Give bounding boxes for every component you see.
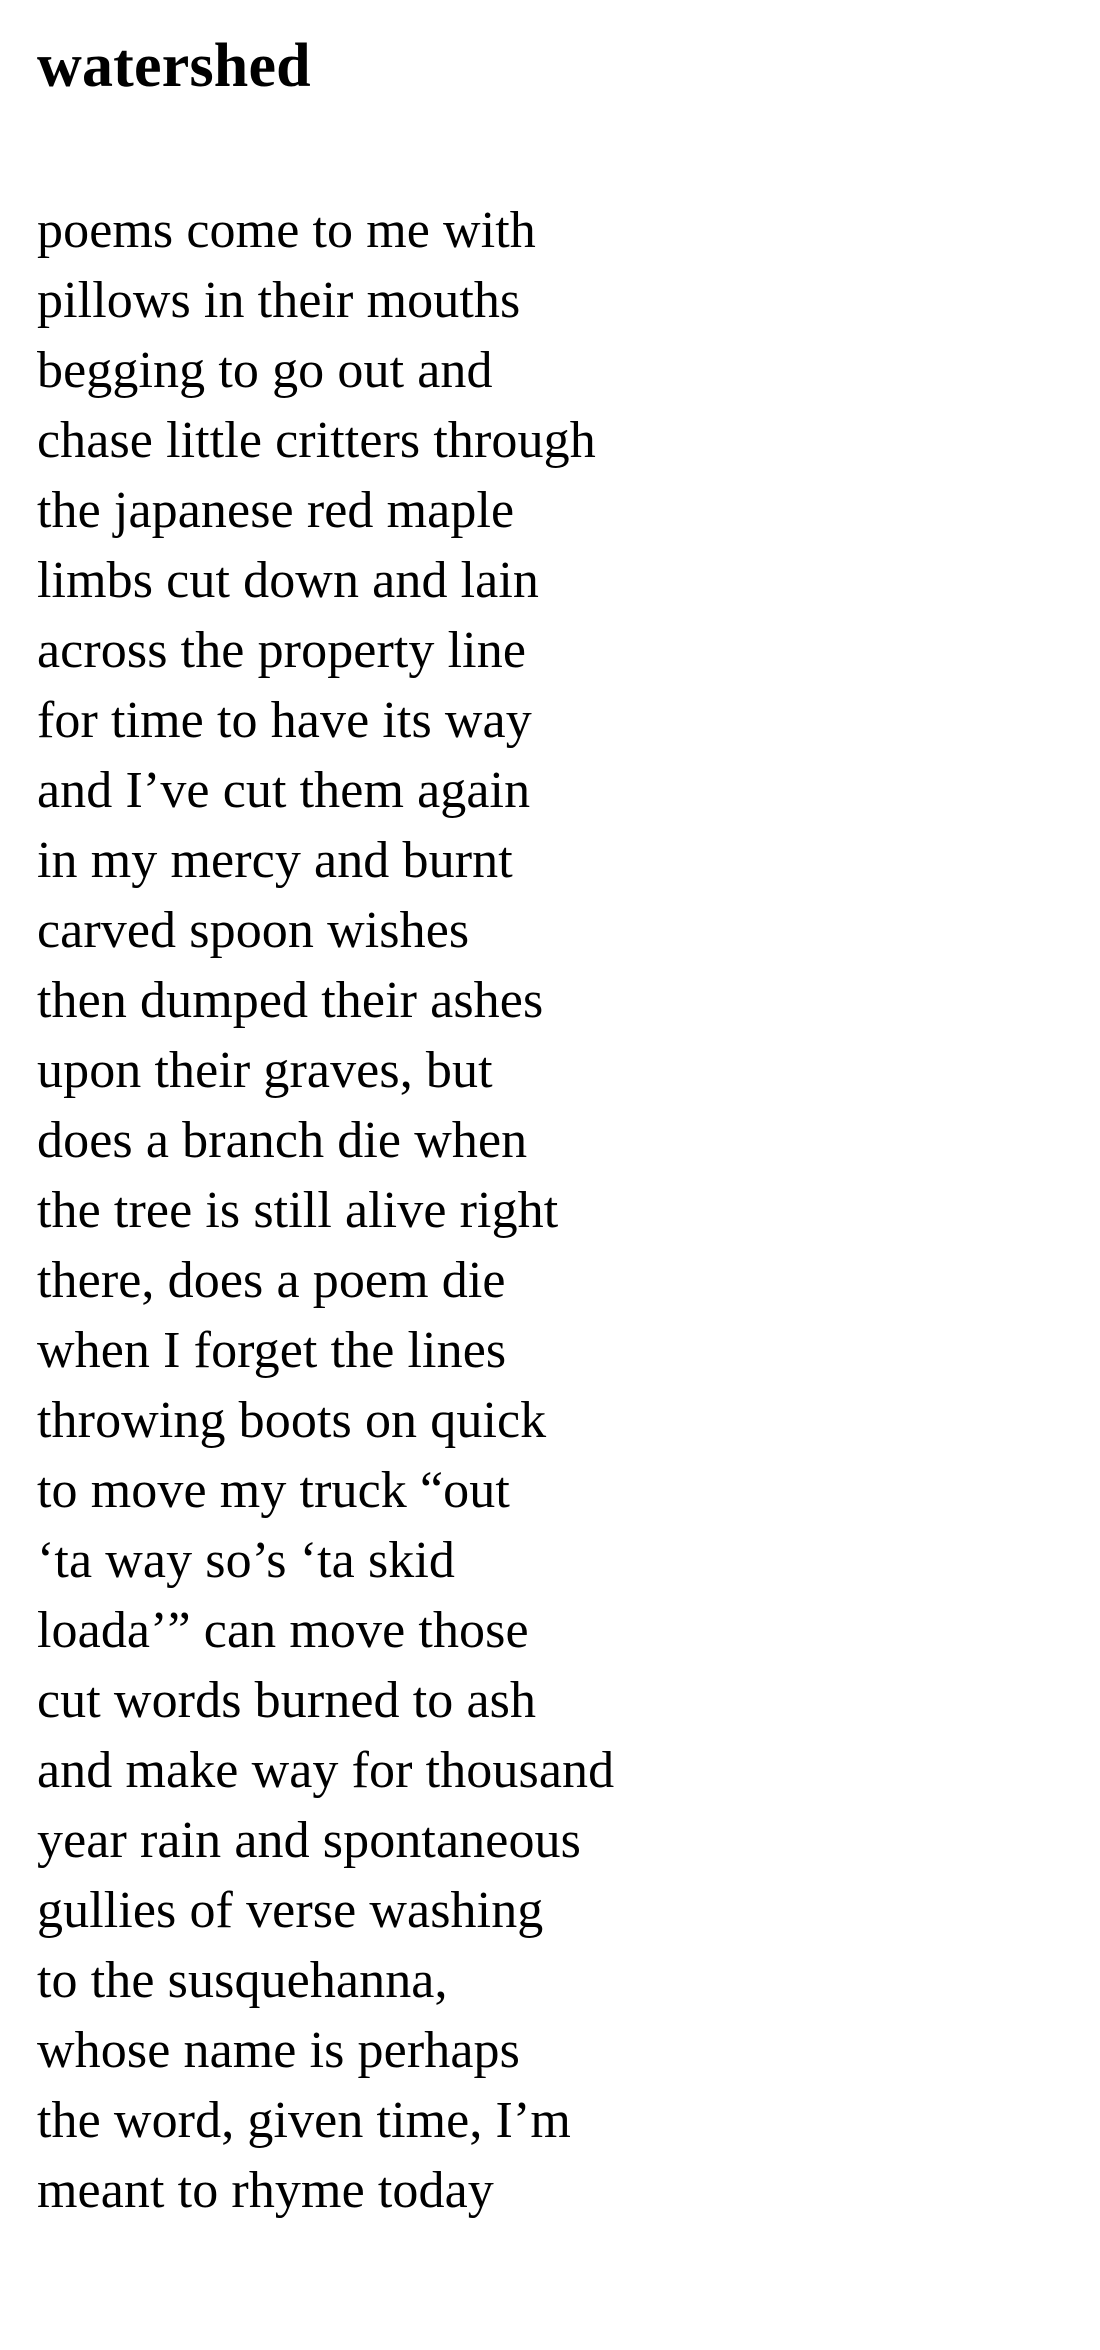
poem-line: upon their graves, but [37,1042,493,1099]
poem-line: in my mercy and burnt [37,832,513,889]
poem-line: begging to go out and [37,342,493,399]
poem-line: meant to rhyme today [37,2162,494,2219]
poem-line: to the susquehanna, [37,1952,448,2009]
poem-line: chase little critters through [37,412,596,469]
poem-line: cut words burned to ash [37,1672,537,1729]
poem-line: the word, given time, I’m [37,2092,571,2149]
poem-line: then dumped their ashes [37,972,544,1029]
poem-line: carved spoon wishes [37,902,470,959]
poem-line: and make way for thousand [37,1742,615,1799]
poem-line: poems come to me with [37,202,536,259]
poem-line: year rain and spontaneous [37,1812,581,1869]
poem-line: loada’” can move those [37,1602,529,1659]
poem-line: does a branch die when [37,1112,528,1169]
poem-line: pillows in their mouths [37,272,521,329]
poem-body [37,196,614,2226]
poem-line: there, does a poem die [37,1252,506,1309]
poem-title: watershed [37,32,311,100]
poem-line: for time to have its way [37,692,532,749]
poem-line: ‘ta way so’s ‘ta skid [37,1532,456,1589]
poem-line: the japanese red maple [37,482,515,539]
poem-line: when I forget the lines [37,1322,507,1379]
poem-line: across the property line [37,622,527,679]
poem-line: throwing boots on quick [37,1392,547,1449]
poem-line: the tree is still alive right [37,1182,559,1239]
poem-line: gullies of verse washing [37,1882,544,1939]
poem-line: limbs cut down and lain [37,552,540,609]
poem-line: whose name is perhaps [37,2022,520,2079]
poem-container [37,0,1057,2219]
poem-line: to move my truck “out [37,1462,510,1519]
poem-line: and I’ve cut them again [37,762,531,819]
